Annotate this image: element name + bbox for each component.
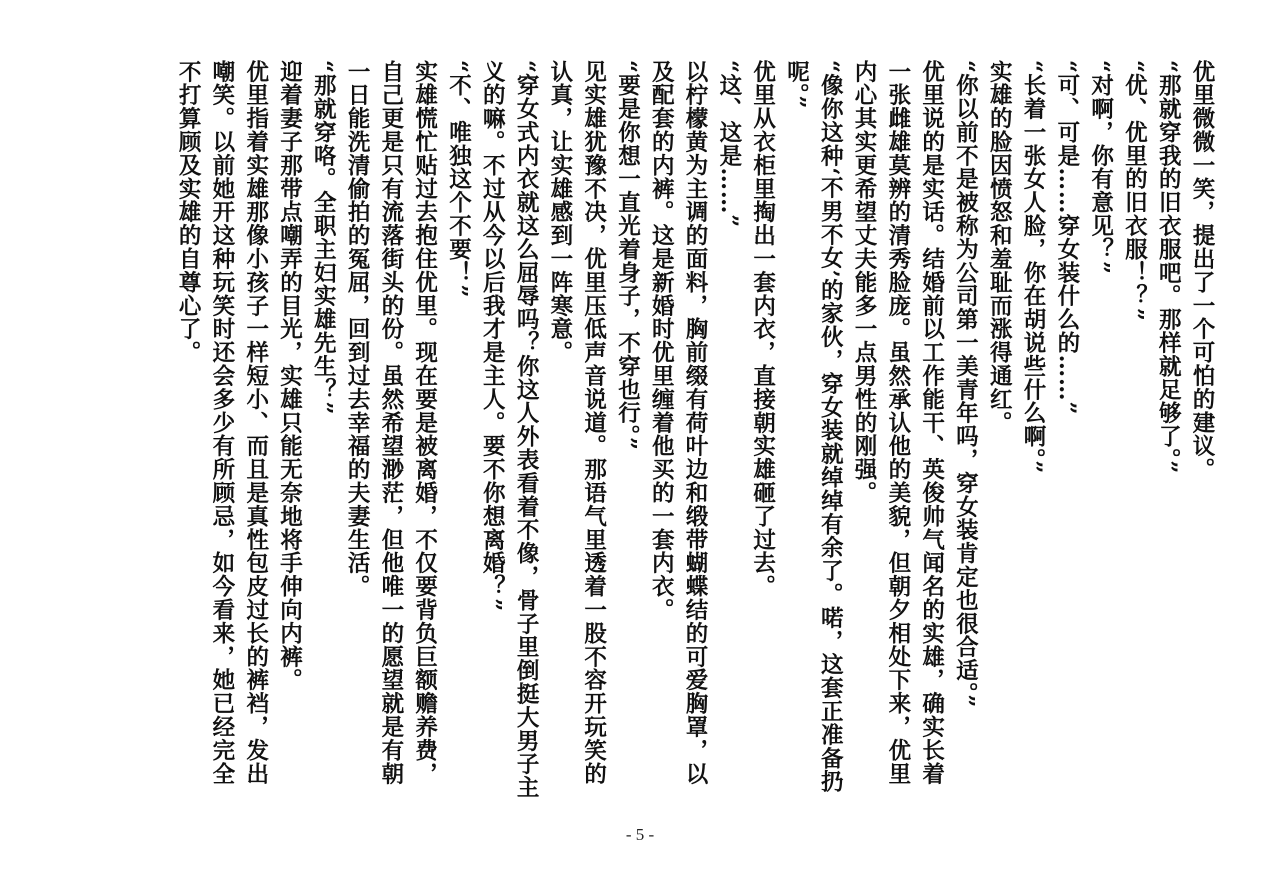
page-number: - 5 - (625, 825, 655, 844)
paragraph: 以柠檬黄为主调的面料，胸前缀有荷叶边和缎带蝴蝶结的可爱胸罩，以及配套的内裤。这是新婚时优里缠着他买的一套内衣。 (648, 60, 709, 786)
paragraph: 迎着妻子那带点嘲弄的目光，实雄只能无奈地将手伸向内裤。 (276, 60, 303, 692)
paragraph: 优里从衣柜里掏出一套内衣，直接朝实雄砸了过去。 (749, 60, 776, 599)
body-text (68, 60, 1218, 800)
paragraph: 优里指着实雄那像小孩子一样短小、而且是真性包皮过长的裤裆，发出嘲笑。以前她开这种玩笑时还会多少有所顾忌，如今看来，她已经完全不打算顾及实雄的自尊心了。 (175, 60, 269, 786)
paragraph: “不、唯独这个不要！” (445, 60, 472, 299)
paragraph: 优里说的是实话。结婚前以工作能干、英俊帅气闻名的实雄，确实长着一张雌雄莫辨的清秀脸庞。虽然承认他的美貌，但朝夕相处下来，优里内心其实更希望丈夫能多一点男性的刚强。 (851, 60, 945, 786)
paragraph: “这、这是……” (715, 60, 742, 229)
paragraph: 实雄的脸因愤怒和羞耻而涨得通红。 (986, 60, 1013, 435)
paragraph: “对啊，你有意见？” (1087, 60, 1114, 275)
paragraph: “长着一张女人脸，你在胡说些什么啊。” (1020, 60, 1047, 475)
paragraph: “像你这种‘不男不女’的家伙，穿女装就绰绰有余了。喏，这套正准备扔呢。” (783, 60, 844, 794)
paragraph: “优、优里的旧衣服！？” (1121, 60, 1148, 322)
paragraph: “穿女式内衣就这么屈辱吗？你这人外表看着不像，骨子里倒挺大男子主义的嘛。不过从今以后我才是主人。要不你想离婚？” (479, 60, 540, 800)
paragraph: “那就穿咯。全职主妇实雄先生？” (310, 60, 337, 416)
paragraph: “那就穿我的旧衣服吧。那样就足够了。” (1155, 60, 1182, 475)
paragraph: “要是你想一直光着身子，不穿也行。” (614, 60, 641, 451)
paragraph: 见实雄犹豫不决，优里压低声音说道。那语气里透着一股不容开玩笑的认真，让实雄感到一阵寒意。 (546, 60, 607, 786)
paragraph: “你以前不是被称为公司第一美青年吗，穿女装肯定也很合适。” (952, 60, 979, 709)
paragraph: 实雄慌忙贴过去抱住优里。现在要是被离婚，不仅要背负巨额赡养费，自己更是只有流落街头的份。虽然希望渺茫，但他唯一的愿望就是有朝一日能洗清偷拍的冤屈，回到过去幸福的夫妻生活。 (344, 60, 438, 786)
paragraph: “可、可是……穿女装什么的……” (1053, 60, 1080, 416)
paragraph: 优里微微一笑，提出了一个可怕的建议。 (1189, 60, 1215, 482)
